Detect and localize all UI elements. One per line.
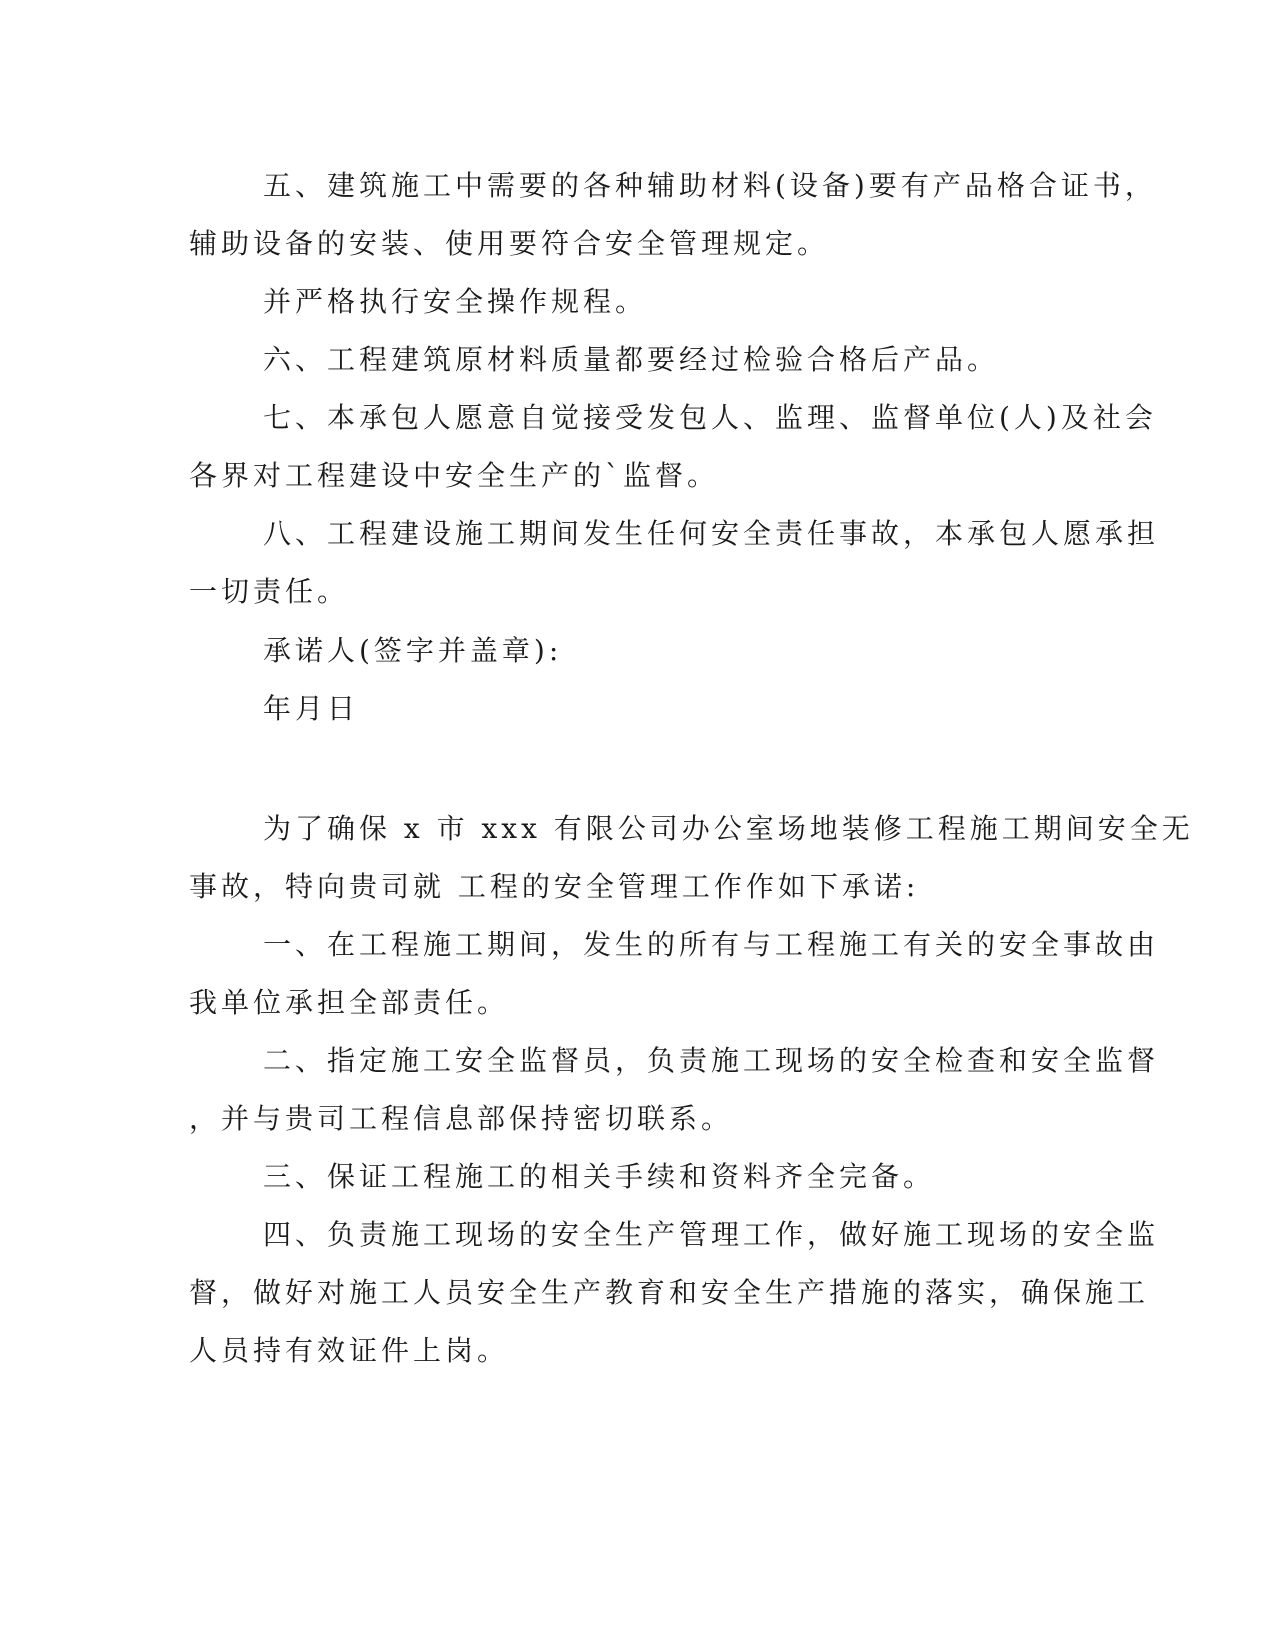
paragraph-five-b: 并严格执行安全操作规程。 <box>263 285 648 318</box>
paragraph-four-line-1: 四、负责施工现场的安全生产管理工作，做好施工现场的安全监 <box>263 1218 1160 1251</box>
paragraph-two-line-1: 二、指定施工安全监督员，负责施工现场的安全检查和安全监督 <box>263 1044 1160 1077</box>
paragraph-five-line-1: 五、建筑施工中需要的各种辅助材料(设备)要有产品格合证书， <box>263 169 1157 202</box>
paragraph-six: 六、工程建筑原材料质量都要经过检验合格后产品。 <box>263 343 1000 376</box>
paragraph-five-line-2: 辅助设备的安装、使用要符合安全管理规定。 <box>189 227 830 260</box>
paragraph-two-line-2: ，并与贵司工程信息部保持密切联系。 <box>189 1102 734 1135</box>
date-line: 年月日 <box>263 692 360 725</box>
paragraph-eight-line-2: 一切责任。 <box>189 575 350 608</box>
signature-line: 承诺人(签字并盖章): <box>263 634 563 667</box>
paragraph-three: 三、保证工程施工的相关手续和资料齐全完备。 <box>263 1160 936 1193</box>
paragraph-one-line-2: 我单位承担全部责任。 <box>189 986 510 1019</box>
paragraph-four-line-3: 人员持有效证件上岗。 <box>189 1334 510 1367</box>
paragraph-four-line-2: 督，做好对施工人员安全生产教育和安全生产措施的落实，确保施工 <box>189 1276 1150 1309</box>
paragraph-seven-line-2: 各界对工程建设中安全生产的`监督。 <box>189 459 720 492</box>
intro-line-1: 为了确保 x 市 xxx 有限公司办公室场地装修工程施工期间安全无 <box>263 812 1194 845</box>
intro-line-2: 事故，特向贵司就 工程的安全管理工作作如下承诺: <box>189 870 920 903</box>
paragraph-eight-line-1: 八、工程建设施工期间发生任何安全责任事故，本承包人愿承担 <box>263 517 1160 550</box>
paragraph-one-line-1: 一、在工程施工期间，发生的所有与工程施工有关的安全事故由 <box>263 928 1160 961</box>
paragraph-seven-line-1: 七、本承包人愿意自觉接受发包人、监理、监督单位(人)及社会 <box>263 401 1157 434</box>
